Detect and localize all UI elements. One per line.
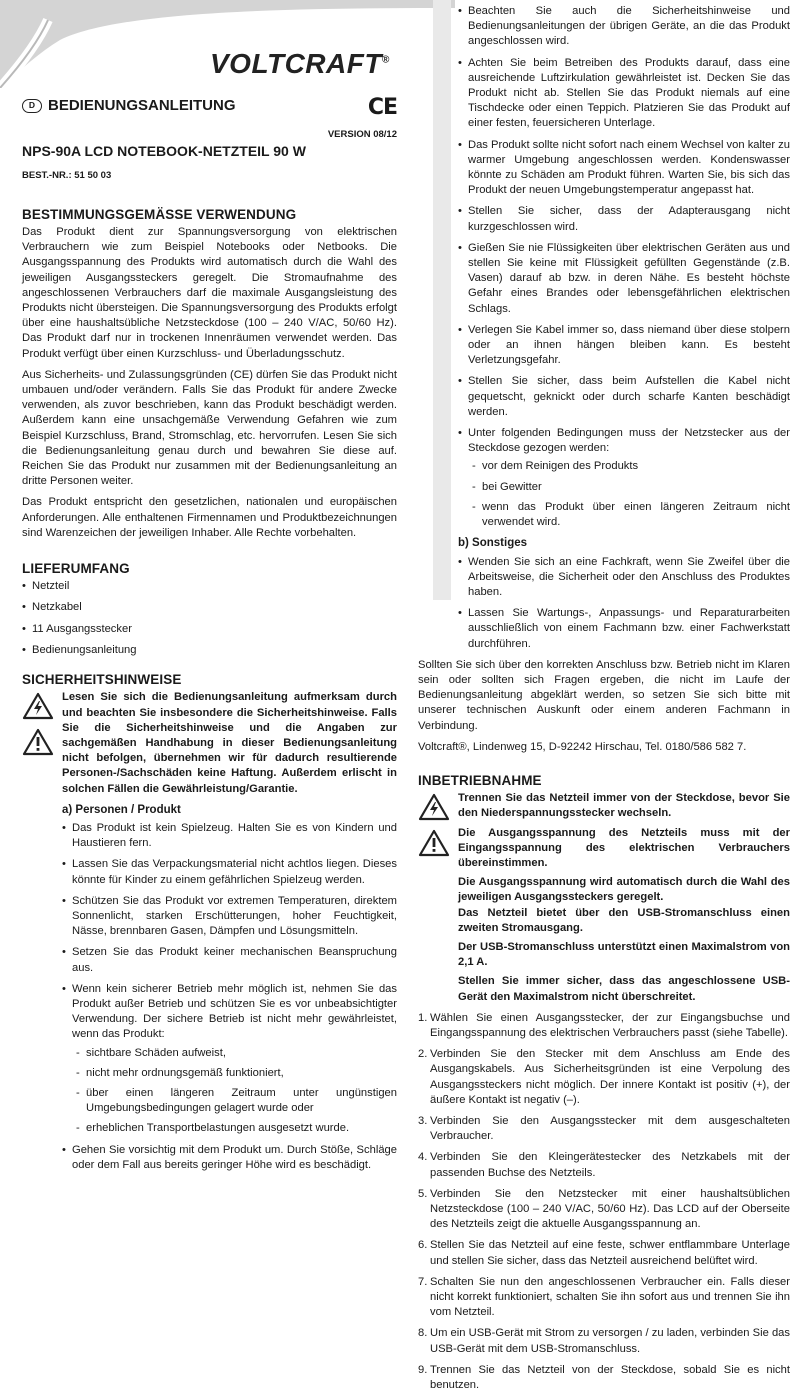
intended-use-paragraph: Das Produkt dient zur Spannungsversorgung von elektrischen Verbrauchern wie zum Beispiel Notebooks oder Netbooks. Die Ausgangsspannung des Produkts wird automatisch durch die Wahl des jeweiligen Ausgangssteckers geregelt. Die Stromaufnahme des angeschlossenen Verbrauchers darf die maximale Ausgangsleistung des Produkts nicht übersteigen. Die Spannungsversorgung des Produkts erfolgt über eine haushaltsübliche Netzsteckdose (100 – 240 V/AC, 50/60 Hz). Das Produkt darf nur in trockenen Innenräumen verwendet werden. Das Produkt verfügt über einen Kurzschluss- und Überladungsschutz. [22, 226, 397, 360]
list-item [458, 426, 790, 530]
manual-heading [22, 95, 397, 120]
version-label: VERSION 08/12 [327, 129, 397, 141]
step-text: Verbinden Sie den Stecker mit dem Anschluss am Ende des Ausgangskabels. Aus Sicherheitsgründen ist eine Verpolung des Ausgangssteckers nicht möglich. Der innere Kontakt ist positiv (+), der äußere Kontakt ist negativ (–). [430, 1048, 790, 1106]
list-item-text: Wenn kein sicherer Betrieb mehr möglich ist, nehmen Sie das Produkt außer Betrieb und schützen Sie es vor unbeabsichtigter Verwendung. Der sichere Betrieb ist nicht mehr gewährleistet, wenn das Produkt: [72, 982, 397, 1041]
list-item: • Achten Sie beim Betreiben des Produkts darauf, dass eine ausreichende Luftzirkulation gewährleistet ist. Decken Sie das Produkt nicht ab. Stellen Sie das Produkt niemals auf eine Tischdecke oder einen Teppich. Platzieren Sie das Produkt auf einer festen, feuersicheren Unterlage. [458, 56, 790, 132]
safety-block [22, 690, 397, 1173]
operation-warning: Das Netzteil bietet über den USB-Stromanschluss einen zweiten Stromausgang. [458, 906, 790, 934]
closing-paragraph: Sollten Sie sich über den korrekten Anschluss bzw. Betrieb nicht im Klaren sein oder sollten sich Fragen ergeben, die nicht im Laufe der Bedienungsanleitung abgeklärt werden, so setzen Sie sich bitte mit unserer technischen Auskunft oder einem anderen Fachmann in Verbindung. [418, 658, 790, 732]
intended-use-paragraph: Aus Sicherheits- und Zulassungsgründen (CE) dürfen Sie das Produkt nicht umbauen und/oder verändern. Falls Sie das Produkt für andere Zwecke verwenden, als zuvor beschrieben, kann das Produkt beschädigt werden. Außerdem kann eine unsachgemäße Verwendung Gefahren wie zum Beispiel Kurzschluss, Brand, Stromschlag, etc. hervorrufen. Lesen Sie sich die Bedienungsanleitung genau durch und bewahren Sie diese auf. Reichen Sie das Produkt nur zusammen mit der Bedienungsanleitung an dritte Personen weiter. [22, 368, 397, 488]
step-text: Verbinden Sie den Kleingerätestecker des Netzkabels mit der passenden Buchse des Netzteils. [430, 1151, 790, 1179]
step-item [418, 1187, 790, 1233]
list-item: • Wenden Sie sich an eine Fachkraft, wenn Sie Zweifel über die Arbeitsweise, die Sicherheit oder den Anschluss des Produktes haben. [458, 555, 790, 601]
order-number: BEST.-NR.: 51 50 03 [22, 169, 112, 181]
list-item [62, 982, 397, 1137]
safety-list-continued [418, 4, 790, 530]
step-item [418, 1114, 790, 1144]
operation-warning: Der USB-Stromanschluss unterstützt einen Maximalstrom von 2,1 A. [458, 940, 790, 969]
language-badge: D [22, 99, 42, 113]
warning-icon [22, 728, 54, 756]
step-text: Stellen Sie das Netzteil auf eine feste, schwer entflammbare Unterlage und stellen Sie sicher, dass das Netzteil ausreichend belüftet wird. [430, 1239, 790, 1267]
step-number: 9. [418, 1363, 428, 1376]
step-text: Verbinden Sie den Netzstecker mit einer haushaltsüblichen Netzsteckdose (100 – 240 V/AC, 50/60 Hz). Das LCD auf der Oberseite des Netzteils zeigt die aktuelle Ausgangsspannung an. [430, 1187, 790, 1231]
warning-icon [418, 829, 450, 857]
step-item [418, 1011, 790, 1041]
step-item [418, 1238, 790, 1268]
subheading-persons-product: a) Personen / Produkt [62, 803, 181, 816]
list-item: • Netzteil [22, 579, 397, 594]
voltcraft-logo [210, 48, 390, 80]
scope-heading: LIEFERUMFANG [22, 561, 130, 577]
intended-use-heading: BESTIMMUNGSGEMÄSSE VERWENDUNG [22, 206, 297, 222]
step-item [418, 1275, 790, 1321]
safety-list-b [458, 555, 790, 652]
list-item: • Das Produkt sollte nicht sofort nach einem Wechsel von kalter zu warmer Umgebung angeschlossen werden. Kondenswasser könnte zu Schäden am Produkt führen. Warten Sie, bis sich das Produkt der neuen Umgebungstemperatur angepasst hat. [458, 138, 790, 199]
operation-steps [418, 1011, 790, 1393]
step-number: 2. [418, 1048, 428, 1061]
step-number: 1. [418, 1011, 428, 1024]
list-item: • Beachten Sie auch die Sicherheitshinweise und Bedienungsanleitungen der übrigen Geräte, an die das Produkt angeschlossen wird. [458, 4, 790, 50]
step-item [418, 1150, 790, 1180]
list-item: • Lassen Sie das Verpackungsmaterial nicht achtlos liegen. Dieses könnte für Kinder zu einem gefährlichen Spielzeug werden. [62, 857, 397, 887]
step-item [418, 1047, 790, 1108]
safety-heading: SICHERHEITSHINWEISE [22, 672, 182, 688]
step-number: 3. [418, 1115, 428, 1127]
list-item: • Bedienungsanleitung [22, 643, 397, 658]
operation-warning: Stellen Sie immer sicher, dass das angeschlossene USB-Gerät den Maximalstrom nicht überschreitet. [458, 975, 790, 1003]
product-title: NPS-90A LCD NOTEBOOK-NETZTEIL 90 W [22, 143, 306, 160]
step-text: Wählen Sie einen Ausgangsstecker, der zur Eingangsbuchse und Eingangsspannung des elektrischen Verbrauchers passt (siehe Tabelle). [430, 1011, 790, 1039]
list-item: - erheblichen Transportbelastungen ausgesetzt wurde. [72, 1121, 397, 1136]
list-item: - über einen längeren Zeitraum unter ungünstigen Umgebungsbedingungen gelagert wurde oder [72, 1086, 397, 1116]
brand-name: VOLTCRAFT [210, 48, 382, 79]
list-item: • Lassen Sie Wartungs-, Anpassungs- und Reparaturarbeiten ausschließlich von einem Fachmann bzw. einer Fachwerkstatt durchführen. [458, 606, 790, 652]
subheading-misc: b) Sonstiges [458, 537, 528, 550]
step-number: 8. [418, 1327, 428, 1340]
registered-mark: ® [381, 54, 390, 66]
electric-hazard-icon [418, 793, 450, 821]
step-text: Um ein USB-Gerät mit Strom zu versorgen / zu laden, verbinden Sie das USB-Gerät mit dem USB-Stromanschluss. [430, 1327, 790, 1355]
ce-mark: CE [367, 95, 397, 120]
operation-warning: Die Ausgangsspannung des Netzteils muss mit der Eingangsspannung des elektrischen Verbrauchers übereinstimmen. [458, 826, 790, 869]
operation-warnings [418, 791, 790, 1005]
step-text: Verbinden Sie den Ausgangsstecker mit dem ausgeschalteten Verbraucher. [430, 1115, 790, 1143]
list-item: - bei Gewitter [468, 480, 790, 495]
list-item: • Gießen Sie nie Flüssigkeiten über elektrischen Geräten aus und stellen Sie keine mit Flüssigkeit gefüllten Gegenstände (z.B. Vasen) darauf ab bzw. in deren Nähe. Es besteht höchste Gefahr eines Brandes oder lebensgefährlichen elektrischen Schlags. [458, 241, 790, 317]
list-item: - wenn das Produkt über einen längeren Zeitraum nicht verwendet wird. [468, 500, 790, 530]
list-item: • Gehen Sie vorsichtig mit dem Produkt um. Durch Stöße, Schläge oder dem Fall aus bereits geringer Höhe wird es beschädigt. [62, 1143, 397, 1173]
operation-heading: INBETRIEBNAHME [418, 772, 542, 788]
electric-hazard-icon [22, 692, 54, 720]
list-item: • Schützen Sie das Produkt vor extremen Temperaturen, direktem Sonnenlicht, starken Erschütterungen, hoher Feuchtigkeit, Nässe, brennbaren Gasen, Dämpfen und Lösungsmitteln. [62, 894, 397, 940]
intended-use-paragraph: Das Produkt entspricht den gesetzlichen, nationalen und europäischen Anforderungen. Alle enthaltenen Firmennamen und Produktbezeichnungen sind Warenzeichen der jeweiligen Inhaber. Alle Rechte vorbehalten. [22, 496, 397, 539]
step-number: 7. [418, 1275, 428, 1288]
step-number: 6. [418, 1239, 428, 1252]
list-item: - vor dem Reinigen des Produkts [468, 459, 790, 474]
step-text: Trennen Sie das Netzteil von der Steckdose, sobald Sie es nicht benutzen. [430, 1363, 790, 1392]
list-item: • Verlegen Sie Kabel immer so, dass niemand über diese stolpern oder an ihnen hängen bleiben kann. Es besteht Verletzungsgefahr. [458, 323, 790, 369]
step-number: 4. [418, 1151, 428, 1164]
step-text: Schalten Sie nun den angeschlossenen Verbraucher ein. Falls dieser nicht korrekt funktioniert, schalten Sie ihn sofort aus und trennen Sie ihn vom Netzteil. [430, 1275, 790, 1319]
list-item: • Setzen Sie das Produkt keiner mechanischen Beanspruchung aus. [62, 945, 397, 975]
address-line: Voltcraft®, Lindenweg 15, D-92242 Hirschau, Tel. 0180/586 582 7. [418, 740, 747, 753]
list-item: - nicht mehr ordnungsgemäß funktioniert, [72, 1066, 397, 1081]
right-column [418, 4, 790, 1399]
list-item: • Das Produkt ist kein Spielzeug. Halten Sie es von Kindern und Haustieren fern. [62, 821, 397, 851]
safety-intro: Lesen Sie sich die Bedienungsanleitung aufmerksam durch und beachten Sie insbesondere die Sicherheitshinweise. Falls Sie die Sicherheitshinweise und die Angaben zur sachgemäßen Handhabung in dieser Bedienungsanleitung nicht befolgen, übernehmen wir für dadurch resultierende Personen-/Sachschäden keine Haftung. Außerdem erlischt in solchen Fällen die Gewährleistung/Garantie. [62, 691, 397, 795]
unplug-condition-list [468, 459, 790, 530]
step-item [418, 1326, 790, 1356]
scope-list [22, 579, 397, 658]
safety-list-a [62, 821, 397, 1173]
operation-warning: Die Ausgangsspannung wird automatisch durch die Wahl des jeweiligen Ausgangssteckers geregelt. [458, 876, 790, 904]
manual-title: BEDIENUNGSANLEITUNG [48, 97, 236, 114]
list-item-text: Unter folgenden Bedingungen muss der Netzstecker aus der Steckdose gezogen werden: [468, 427, 790, 455]
left-column [22, 95, 397, 1179]
operation-warning: Trennen Sie das Netzteil immer von der Steckdose, bevor Sie den Niederspannungsstecker wechseln. [458, 792, 790, 820]
condition-list [72, 1046, 397, 1137]
list-item: • Stellen Sie sicher, dass beim Aufstellen die Kabel nicht gequetscht, geknickt oder durch scharfe Kanten beschädigt werden. [458, 374, 790, 420]
step-number: 5. [418, 1187, 428, 1200]
step-item [418, 1363, 790, 1393]
list-item: • 11 Ausgangsstecker [22, 622, 397, 637]
list-item: • Netzkabel [22, 600, 397, 615]
list-item: • Stellen Sie sicher, dass der Adapterausgang nicht kurzgeschlossen wird. [458, 204, 790, 234]
list-item: - sichtbare Schäden aufweist, [72, 1046, 397, 1061]
